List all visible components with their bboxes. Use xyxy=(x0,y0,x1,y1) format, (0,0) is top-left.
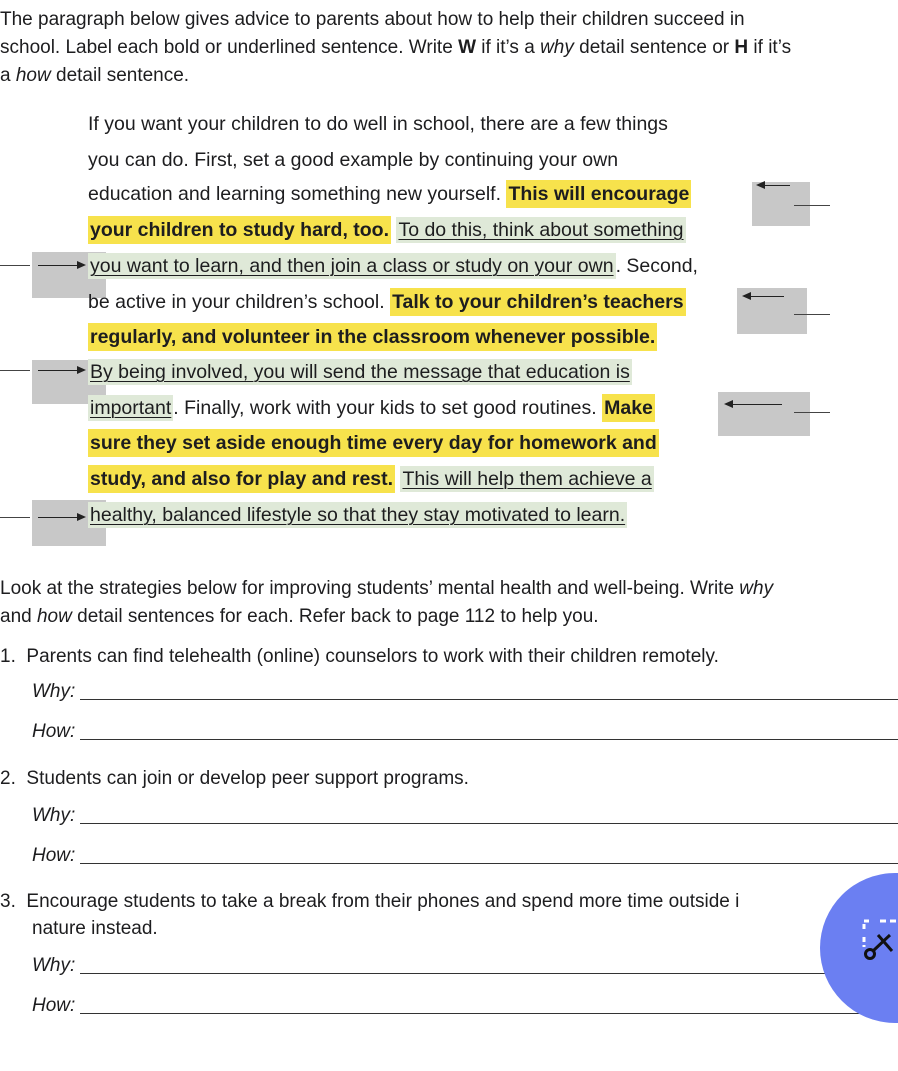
strategy-item-1: 1. Parents can find telehealth (online) counselors to work with their children remotely. xyxy=(0,646,719,667)
why-answer-line-2[interactable] xyxy=(80,823,898,824)
paragraph-line-11 xyxy=(88,467,654,491)
instruction-line-3: a how detail sentence. xyxy=(0,65,190,86)
arrow-2 xyxy=(38,265,84,266)
paragraph-line-3: education and learning something new yourself. This will encourage xyxy=(88,182,691,206)
label-box-5[interactable] xyxy=(718,392,810,436)
how-label-3: How: xyxy=(32,995,76,1016)
paragraph-line-6: be active in your children’s school. Talk to your children’s teachers xyxy=(88,290,686,314)
why-answer-line-3[interactable] xyxy=(80,973,898,974)
bold-sentence-1: This will encourage xyxy=(506,180,691,208)
strategy-item-3: 3. Encourage students to take a break from their phones and spend more time outside i xyxy=(0,891,740,912)
bold-sentence-2: Talk to your children’s teachers xyxy=(390,288,686,316)
bold-sentence-3-cont: sure they set aside enough time every day for homework and xyxy=(88,429,659,457)
paragraph-line-4 xyxy=(88,218,686,242)
arrow-6 xyxy=(38,517,84,518)
underlined-sentence-2-cont: important xyxy=(90,397,172,419)
section2-intro-line-1: Look at the strategies below for improving students’ mental health and well-being. Write why xyxy=(0,578,774,599)
how-answer-line-1[interactable] xyxy=(80,739,898,740)
why-label-3: Why: xyxy=(32,955,76,976)
answer-blank-6[interactable] xyxy=(0,517,30,518)
answer-blank-5[interactable] xyxy=(794,412,830,413)
how-answer-line-3[interactable] xyxy=(80,1013,898,1014)
underlined-sentence-1-cont: you want to learn, and then join a class or study on your own xyxy=(90,255,614,277)
paragraph-line-1: If you want your children to do well in school, there are a few things xyxy=(88,113,668,135)
answer-blank-3[interactable] xyxy=(794,314,830,315)
underlined-sentence-1: To do this, think about something xyxy=(398,219,684,241)
how-label-1: How: xyxy=(32,721,76,742)
bold-sentence-1-cont: your children to study hard, too. xyxy=(88,216,391,244)
instruction-line-1: The paragraph below gives advice to parents about how to help their children succeed in xyxy=(0,9,745,30)
paragraph-line-10 xyxy=(88,431,659,455)
how-answer-line-2[interactable] xyxy=(80,863,898,864)
bold-sentence-3-end: study, and also for play and rest. xyxy=(88,465,395,493)
strategy-item-3-cont: nature instead. xyxy=(32,918,158,939)
paragraph-line-12 xyxy=(88,503,627,527)
why-answer-line-1[interactable] xyxy=(80,699,898,700)
arrow-3 xyxy=(744,296,784,297)
arrow-5 xyxy=(726,404,782,405)
crop-scissors-icon xyxy=(858,913,898,963)
instruction-line-2: school. Label each bold or underlined sentence. Write W if it’s a why detail sentence or H if it’s xyxy=(0,37,792,58)
arrow-1 xyxy=(758,185,790,186)
underlined-sentence-3-cont: healthy, balanced lifestyle so that they stay motivated to learn. xyxy=(90,504,626,526)
arrow-4 xyxy=(38,370,84,371)
strategy-item-2: 2. Students can join or develop peer support programs. xyxy=(0,768,469,789)
underlined-sentence-3: This will help them achieve a xyxy=(402,468,652,490)
bold-sentence-2-cont: regularly, and volunteer in the classroom whenever possible. xyxy=(88,323,657,351)
paragraph-line-8 xyxy=(88,360,632,384)
crop-tool-button[interactable] xyxy=(820,873,898,1023)
answer-blank-1[interactable] xyxy=(794,205,830,206)
paragraph-line-2: you can do. First, set a good example by continuing your own xyxy=(88,149,619,171)
paragraph-line-5: you want to learn, and then join a class or study on your own . Second, xyxy=(90,255,698,277)
how-label-2: How: xyxy=(32,845,76,866)
paragraph-line-9: important . Finally, work with your kids to set good routines. Make xyxy=(88,396,655,420)
why-label-1: Why: xyxy=(32,681,76,702)
answer-blank-2[interactable] xyxy=(0,265,30,266)
answer-blank-4[interactable] xyxy=(0,370,30,371)
underlined-sentence-2: By being involved, you will send the message that education is xyxy=(90,361,630,383)
section2-intro-line-2: and how detail sentences for each. Refer back to page 112 to help you. xyxy=(0,606,599,627)
bold-sentence-3: Make xyxy=(602,394,655,422)
paragraph-line-7 xyxy=(88,325,657,349)
why-label-2: Why: xyxy=(32,805,76,826)
